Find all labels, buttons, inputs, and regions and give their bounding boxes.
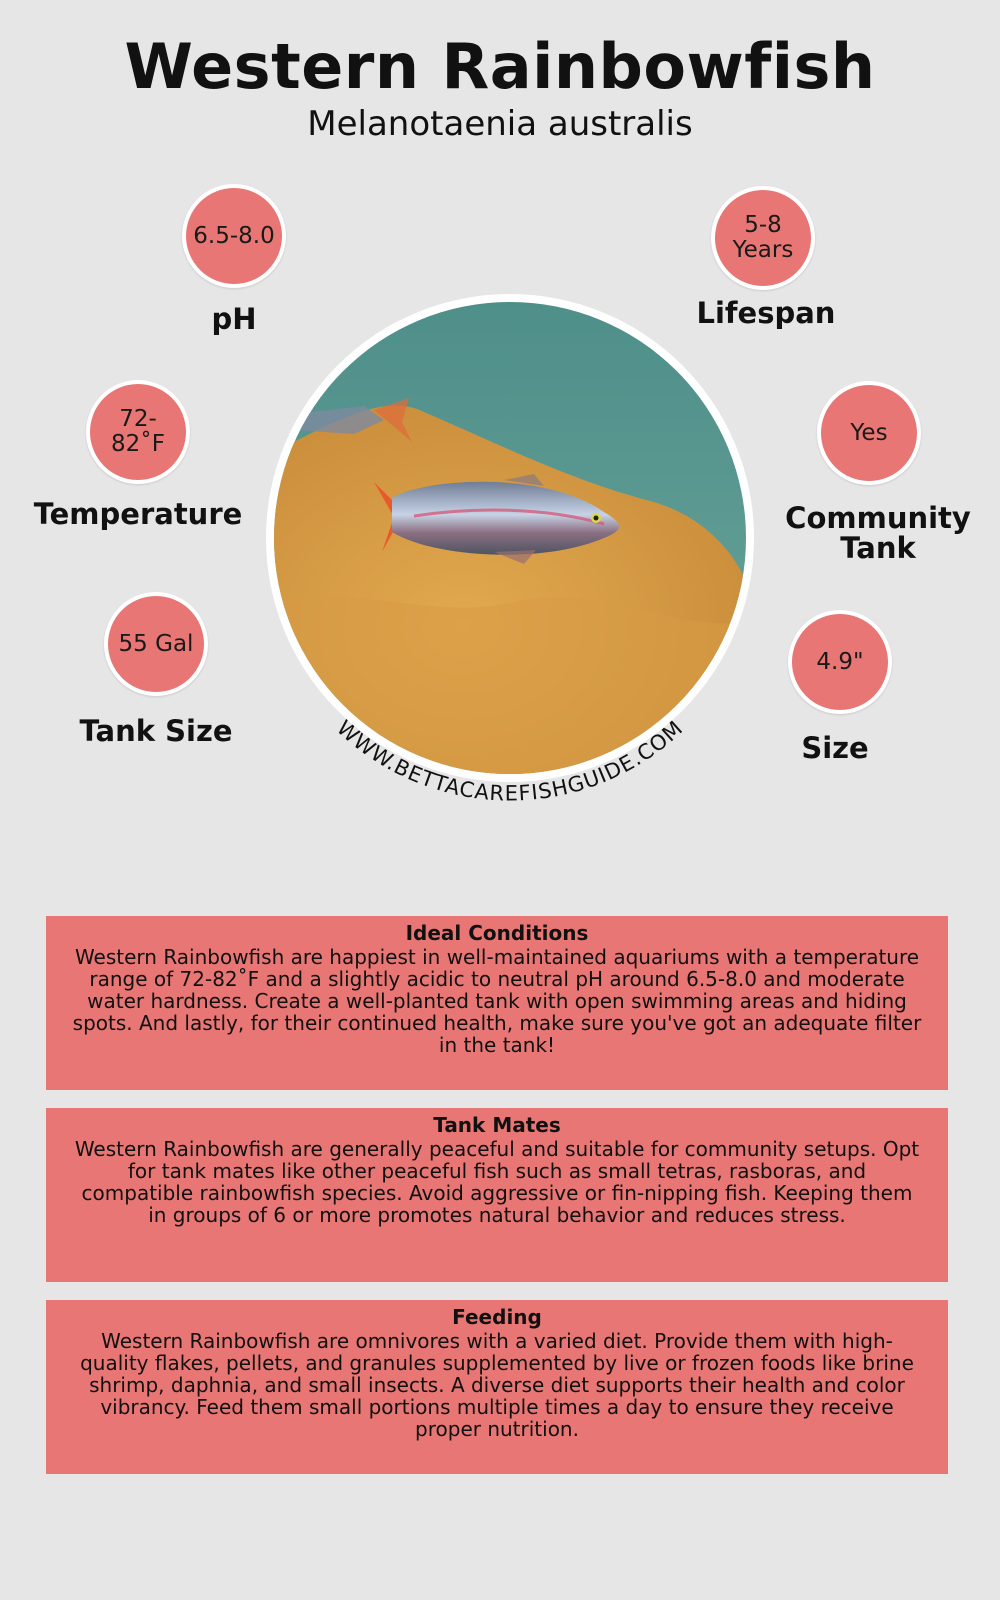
svg-text:WWW.BETTACAREFISHGUIDE.COM xyxy=(332,716,688,806)
tank-mates-title: Tank Mates xyxy=(433,1113,561,1137)
tank-size-badge xyxy=(104,592,208,696)
ideal-conditions-text: Western Rainbowfish are happiest in well-maintained aquariums with a temperature range of 72-82˚F and a slightly acidic to neutral pH around 6.5-8.0 and moderate water hardness. Create a well-planted tank with open swimming areas and hiding spots. And lastly, for their continued health, make sure you've got an adequate filter in the tank! xyxy=(72,945,922,1057)
ideal-conditions-title: Ideal Conditions xyxy=(405,921,589,945)
feeding-title: Feeding xyxy=(452,1305,542,1329)
lifespan-value: 5-8 Years xyxy=(732,212,794,263)
temperature-value: 72-82˚F xyxy=(111,406,165,457)
size-badge xyxy=(788,610,892,714)
community-badge xyxy=(817,381,921,485)
ph-badge xyxy=(182,184,286,288)
tank-mates-text: Western Rainbowfish are generally peaceful and suitable for community setups. Opt for tank mates like other peaceful fish such as small tetras, rasboras, and compatible rainbowfish species. Avoid aggressive or fin-nipping fish. Keeping them in groups of 6 or more promotes natural behavior and reduces stress. xyxy=(74,1137,920,1227)
feeding-panel xyxy=(46,1300,948,1474)
tank-size-label: Tank Size xyxy=(79,714,233,748)
community-value: Yes xyxy=(850,419,888,446)
website-caption-arc xyxy=(266,294,754,834)
size-label: Size xyxy=(801,731,869,765)
page-title: Western Rainbowfish xyxy=(124,30,876,103)
lifespan-badge xyxy=(711,186,815,290)
website-caption: WWW.BETTACAREFISHGUIDE.COM xyxy=(332,715,688,806)
ph-value: 6.5-8.0 xyxy=(193,222,275,249)
temperature-badge xyxy=(86,380,190,484)
tank-mates-panel xyxy=(46,1108,948,1282)
ph-label: pH xyxy=(211,302,257,336)
tank-size-value: 55 Gal xyxy=(118,630,194,657)
ideal-conditions-panel xyxy=(46,916,948,1090)
size-value: 4.9" xyxy=(816,648,864,675)
species-name: Melanotaenia australis xyxy=(307,104,693,144)
community-label: Community Tank xyxy=(785,501,971,565)
temperature-label: Temperature xyxy=(33,497,243,531)
feeding-text: Western Rainbowfish are omnivores with a varied diet. Provide them with high-quality flakes, pellets, and granules supplemented by live or frozen foods like brine shrimp, daphnia, and small insects. A diverse diet supports their health and color vibrancy. Feed them small portions multiple times a day to ensure they receive proper nutrition. xyxy=(80,1329,914,1441)
lifespan-label: Lifespan xyxy=(696,296,836,330)
